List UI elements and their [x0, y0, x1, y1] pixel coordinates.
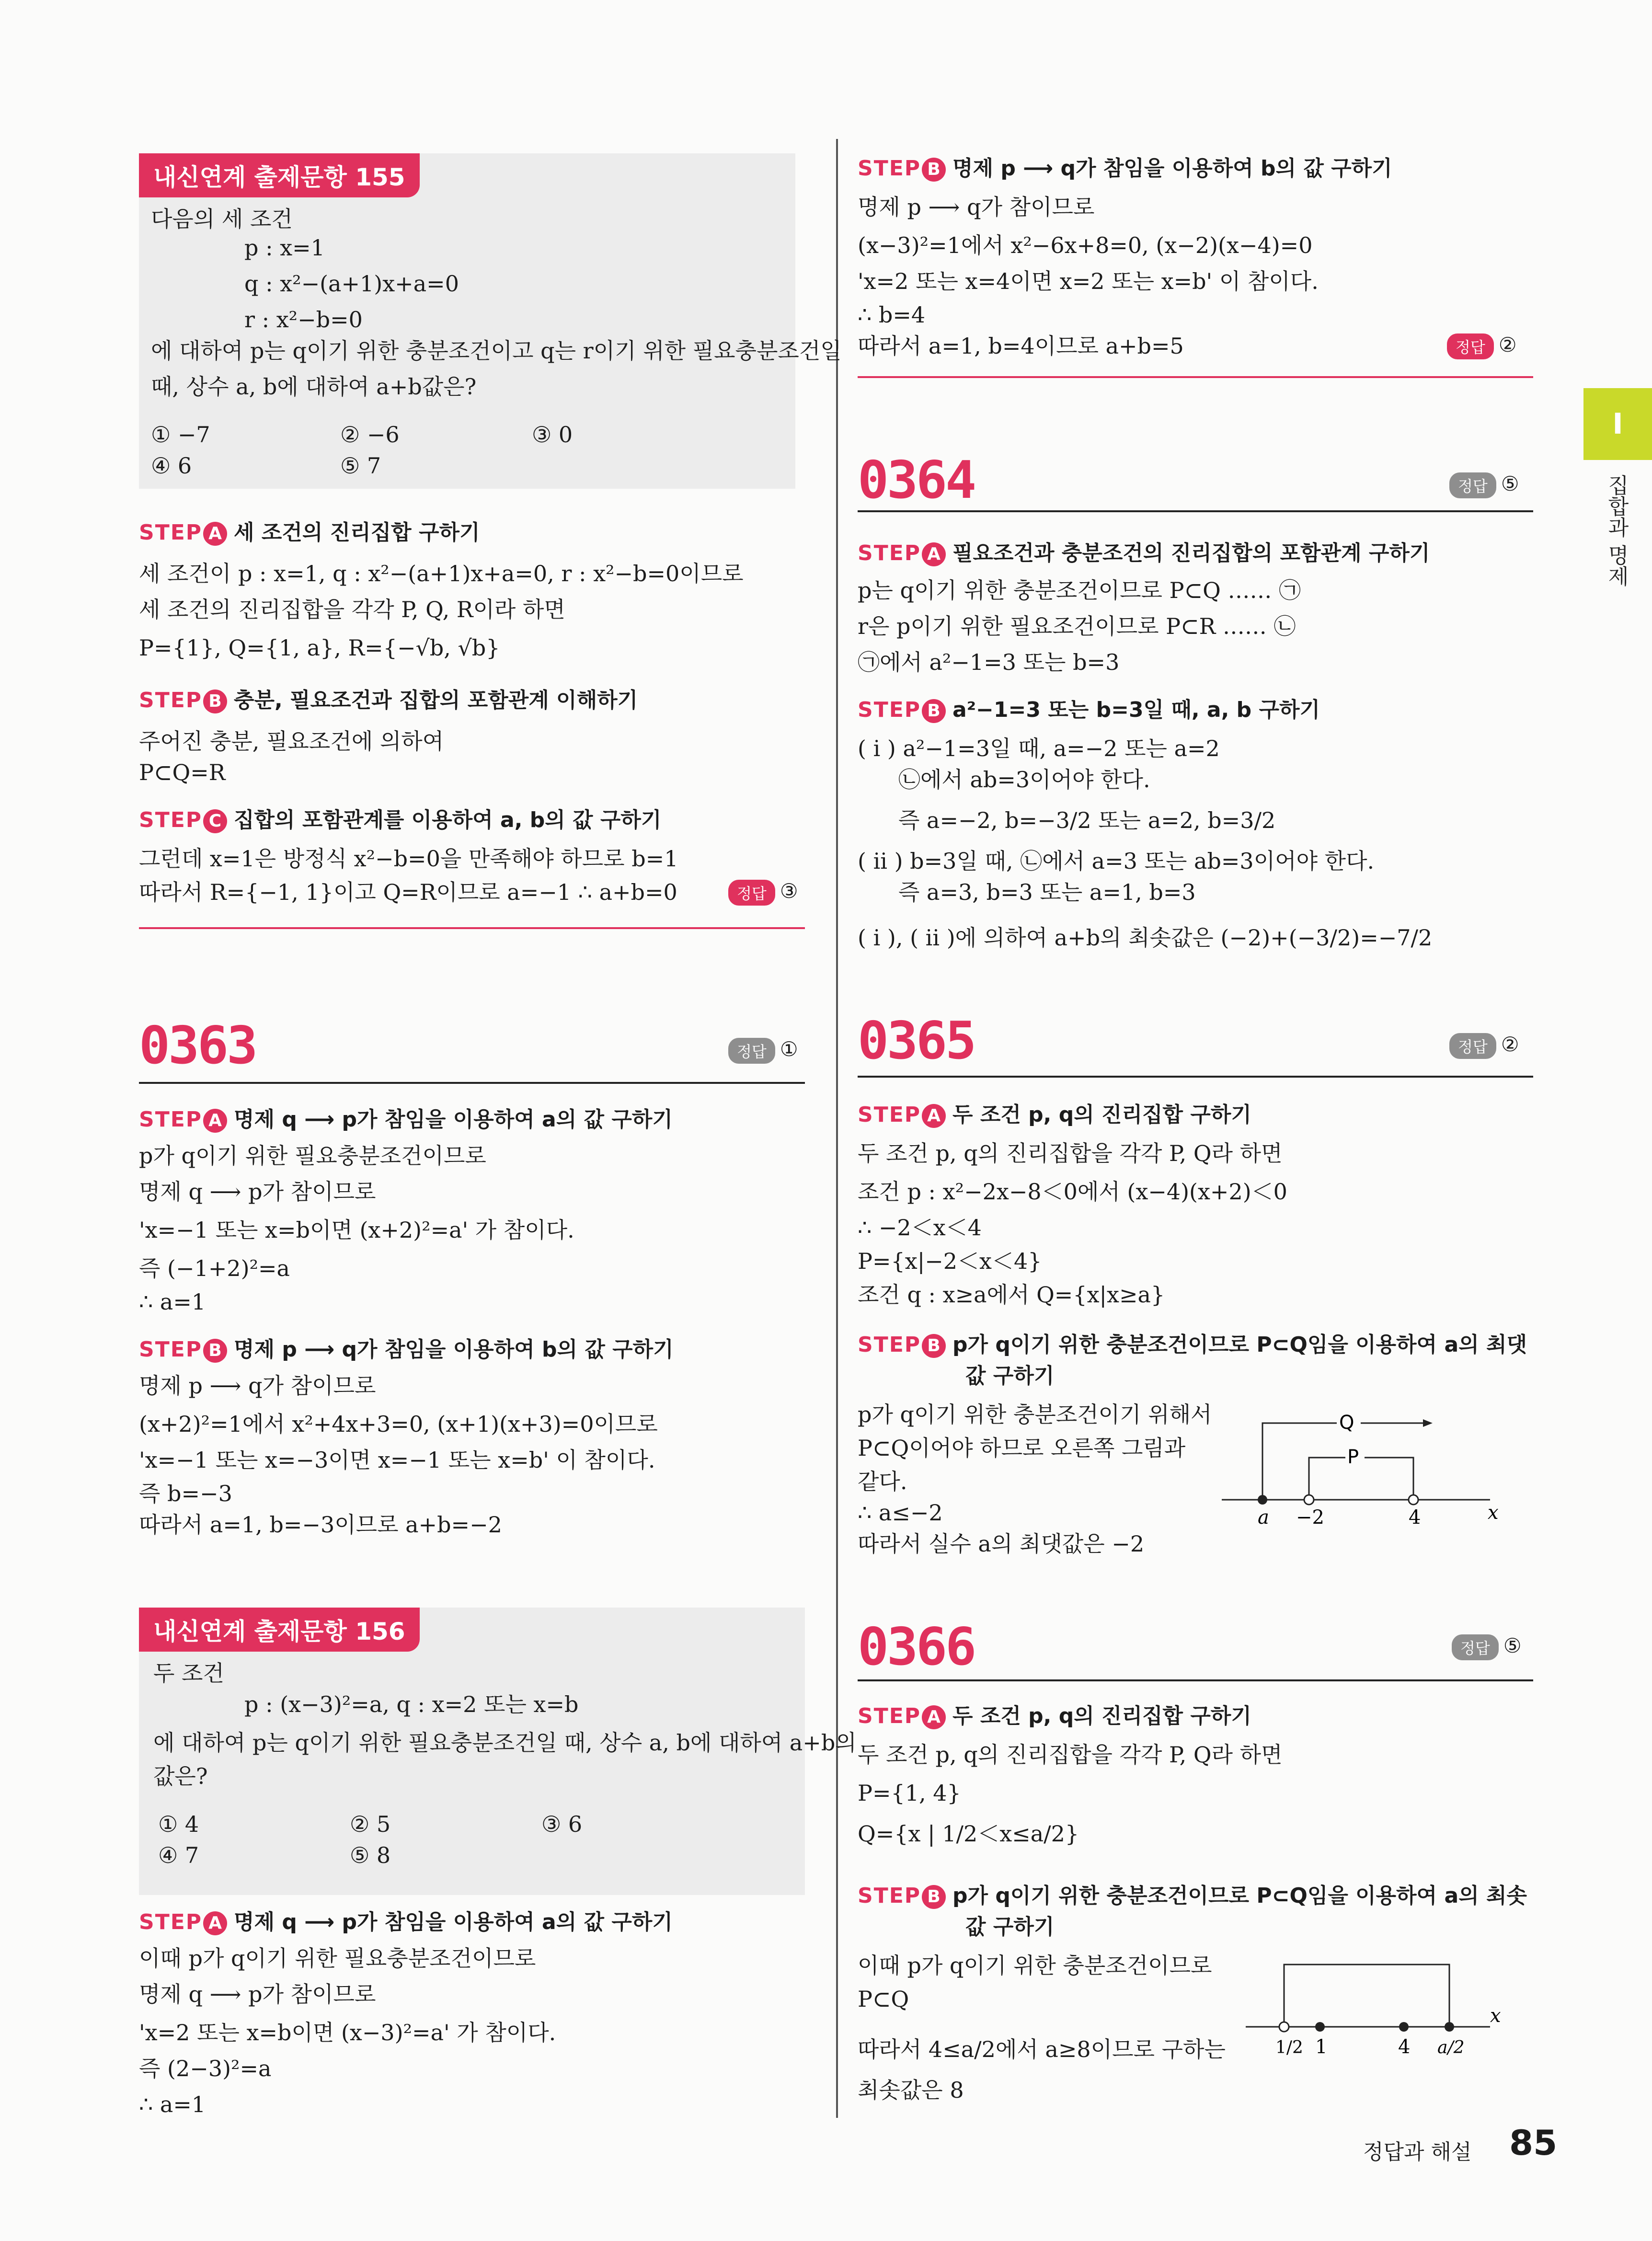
- solution-line: 따라서 R={−1, 1}이고 Q=R이므로 a=−1 ∴ a+b=0: [139, 879, 677, 905]
- choice: ④ 6: [151, 453, 192, 479]
- solution-line: P⊂Q=R: [139, 759, 226, 785]
- answer-155: 정답 ③: [728, 879, 798, 906]
- solution-line: 즉 b=−3: [139, 1481, 232, 1506]
- number-underline: [139, 1082, 805, 1084]
- choice: ② 5: [350, 1811, 391, 1837]
- step-b-heading: STEP B 명제 p ⟶ q가 참임을 이용하여 b의 값 구하기: [858, 156, 1392, 181]
- step-b-heading-cont: 값 구하기: [965, 1364, 1055, 1388]
- problem-number-0365: 0365: [858, 1011, 975, 1071]
- solution-line: ∴ a=1: [139, 2092, 206, 2117]
- label-1: 1: [1315, 2036, 1328, 2058]
- box155-line: p : x=1: [244, 235, 325, 261]
- solution-line: 'x=−1 또는 x=−3이면 x=−1 또는 x=b' 이 참이다.: [139, 1447, 655, 1473]
- box156-line: 값은?: [153, 1763, 208, 1789]
- box155-line: 에 대하여 p는 q이기 위한 충분조건이고 q는 r이기 위한 필요충분조건일: [151, 338, 842, 364]
- label-a-half: a/2: [1437, 2038, 1465, 2057]
- number-line-diagram-0366: [1241, 1955, 1528, 2070]
- number-line-diagram-0365: [1217, 1404, 1524, 1548]
- label-x: x: [1488, 1502, 1499, 1524]
- solution-line: 명제 q ⟶ p가 참이므로: [139, 1981, 376, 2007]
- choice: ① −7: [151, 422, 210, 448]
- point-1: [1315, 2022, 1325, 2032]
- problem-number-0366: 0366: [858, 1617, 975, 1677]
- label-minus2: −2: [1296, 1506, 1324, 1528]
- open-point-half: [1279, 2022, 1289, 2032]
- solution-line: 그런데 x=1은 방정식 x²−b=0을 만족해야 하므로 b=1: [139, 846, 678, 872]
- choice: ③ 6: [541, 1811, 583, 1837]
- solution-line: 이때 p가 q이기 위한 충분조건이므로: [858, 1953, 1212, 1978]
- solution-line: p가 q이기 위한 충분조건이기 위해서: [858, 1402, 1212, 1427]
- solution-line: r은 p이기 위한 필요조건이므로 P⊂R …… ㉡: [858, 613, 1296, 639]
- solution-line: ∴ a≤−2: [858, 1500, 943, 1526]
- problem-number-0364: 0364: [858, 450, 975, 510]
- page-number: 85: [1509, 2123, 1558, 2163]
- box155-line: q : x²−(a+1)x+a=0: [244, 271, 459, 297]
- step-c-heading: STEP C 집합의 포함관계를 이용하여 a, b의 값 구하기: [139, 808, 662, 832]
- solution-line: ∴ b=4: [858, 302, 926, 328]
- solution-line: 즉 (2−3)²=a: [139, 2056, 272, 2081]
- closed-point-a: [1258, 1495, 1267, 1505]
- answer-156: 정답 ②: [1447, 333, 1516, 359]
- solution-line: P={x|−2＜x＜4}: [858, 1248, 1042, 1274]
- solution-line: ∴ −2＜x＜4: [858, 1215, 982, 1241]
- label-p: P: [1347, 1446, 1359, 1468]
- solution-line: ∴ a=1: [139, 1289, 206, 1315]
- solution-line: 따라서 4≤a/2에서 a≥8이므로 구하는: [858, 2036, 1226, 2062]
- choice: ③ 0: [532, 422, 573, 448]
- open-point-4: [1409, 1495, 1418, 1505]
- answer-0365: 정답 ②: [1449, 1033, 1519, 1059]
- solution-line: 같다.: [858, 1469, 907, 1494]
- label-4: 4: [1398, 2036, 1411, 2058]
- badge-155: 내신연계 출제문항 155: [139, 153, 420, 197]
- number-underline: [858, 510, 1533, 512]
- solution-line: ㉡에서 ab=3이어야 한다.: [898, 767, 1150, 793]
- set-q-bracket: [1284, 1965, 1449, 2027]
- section-divider: [858, 376, 1533, 378]
- solution-line: P={1, 4}: [858, 1780, 961, 1806]
- solution-line: P⊂Q이어야 하므로 오른쪽 그림과: [858, 1435, 1186, 1461]
- choice: ① 4: [158, 1811, 199, 1837]
- open-point-minus2: [1304, 1495, 1314, 1505]
- solution-line: ( i ) a²−1=3일 때, a=−2 또는 a=2: [858, 736, 1220, 761]
- label-a: a: [1258, 1506, 1269, 1528]
- solution-line: P⊂Q: [858, 1986, 909, 2012]
- solution-line: 명제 p ⟶ q가 참이므로: [858, 194, 1095, 220]
- solution-line: 조건 q : x≥a에서 Q={x|x≥a}: [858, 1282, 1165, 1308]
- solution-line: 두 조건 p, q의 진리집합을 각각 P, Q라 하면: [858, 1140, 1283, 1166]
- answer-0363: 정답 ①: [728, 1037, 798, 1064]
- choice: ⑤ 7: [340, 453, 381, 479]
- choice: ⑤ 8: [350, 1842, 391, 1868]
- solution-line: 따라서 a=1, b=−3이므로 a+b=−2: [139, 1512, 502, 1538]
- solution-line: 최솟값은 8: [858, 2077, 964, 2103]
- solution-line: 두 조건 p, q의 진리집합을 각각 P, Q라 하면: [858, 1742, 1283, 1768]
- solution-line: 세 조건이 p : x=1, q : x²−(a+1)x+a=0, r : x²−b=0이므로: [139, 561, 744, 586]
- column-divider: [836, 139, 838, 2118]
- box156-line: p : (x−3)²=a, q : x=2 또는 x=b: [244, 1691, 579, 1717]
- box156-line: 두 조건: [153, 1660, 224, 1686]
- solution-line: (x+2)²=1에서 x²+4x+3=0, (x+1)(x+3)=0이므로: [139, 1411, 658, 1437]
- choice: ④ 7: [158, 1842, 199, 1868]
- step-b-heading-cont: 값 구하기: [965, 1915, 1055, 1939]
- step-a-heading: STEP A 두 조건 p, q의 진리집합 구하기: [858, 1103, 1251, 1127]
- step-a-heading: STEP A 필요조건과 충분조건의 진리집합의 포함관계 구하기: [858, 541, 1430, 565]
- step-a-heading: STEP A 두 조건 p, q의 진리집합 구하기: [858, 1704, 1251, 1728]
- solution-line: 따라서 a=1, b=4이므로 a+b=5: [858, 333, 1184, 359]
- badge-156: 내신연계 출제문항 156: [139, 1608, 420, 1652]
- step-a-heading: STEP A 명제 q ⟶ p가 참임을 이용하여 a의 값 구하기: [139, 1910, 673, 1934]
- section-divider: [139, 927, 805, 929]
- solution-line: 즉 a=−2, b=−3/2 또는 a=2, b=3/2: [898, 807, 1276, 833]
- answer-0366: 정답 ⑤: [1452, 1634, 1521, 1660]
- solution-line: ( i ), ( ii )에 의하여 a+b의 최솟값은 (−2)+(−3/2)=−7/2: [858, 925, 1433, 951]
- label-4: 4: [1409, 1506, 1421, 1528]
- solution-line: 세 조건의 진리집합을 각각 P, Q, R이라 하면: [139, 597, 565, 622]
- solution-line: (x−3)²=1에서 x²−6x+8=0, (x−2)(x−4)=0: [858, 232, 1313, 258]
- arrow-head-icon: [1423, 1419, 1433, 1427]
- solution-line: 따라서 실수 a의 최댓값은 −2: [858, 1531, 1145, 1557]
- point-4: [1399, 2022, 1409, 2032]
- problem-number-0363: 0363: [139, 1016, 256, 1076]
- solution-line: p가 q이기 위한 필요충분조건이므로: [139, 1143, 486, 1169]
- solution-line: 주어진 충분, 필요조건에 의하여: [139, 728, 444, 754]
- step-b-heading: STEP B 충분, 필요조건과 집합의 포함관계 이해하기: [139, 688, 638, 713]
- solution-line: 즉 (−1+2)²=a: [139, 1255, 290, 1281]
- chapter-tab: I: [1583, 388, 1652, 460]
- closed-point-a-half: [1445, 2022, 1454, 2032]
- label-q: Q: [1339, 1412, 1354, 1434]
- step-b-heading: STEP B a²−1=3 또는 b=3일 때, a, b 구하기: [858, 698, 1320, 722]
- solution-line: 명제 q ⟶ p가 참이므로: [139, 1179, 376, 1205]
- step-a-heading: STEP A 세 조건의 진리집합 구하기: [139, 520, 480, 545]
- solution-line: ( ii ) b=3일 때, ㉡에서 a=3 또는 ab=3이어야 한다.: [858, 848, 1375, 874]
- solution-line: 'x=2 또는 x=4이면 x=2 또는 x=b' 이 참이다.: [858, 268, 1319, 294]
- solution-line: ㉠에서 a²−1=3 또는 b=3: [858, 649, 1120, 675]
- step-b-heading: STEP B p가 q이기 위한 충분조건이므로 P⊂Q임을 이용하여 a의 최댓: [858, 1333, 1527, 1357]
- solution-line: 이때 p가 q이기 위한 필요충분조건이므로: [139, 1945, 536, 1971]
- box156-line: 에 대하여 p는 q이기 위한 필요충분조건일 때, 상수 a, b에 대하여 a+b의: [153, 1730, 857, 1756]
- choice: ② −6: [340, 422, 400, 448]
- solution-line: 'x=−1 또는 x=b이면 (x+2)²=a' 가 참이다.: [139, 1217, 574, 1243]
- box155-line: 때, 상수 a, b에 대하여 a+b값은?: [151, 374, 477, 400]
- label-x: x: [1490, 2005, 1501, 2027]
- box155-line: 다음의 세 조건: [151, 206, 293, 232]
- solution-line: Q={x | 1/2＜x≤a/2}: [858, 1821, 1079, 1847]
- solution-line: 'x=2 또는 x=b이면 (x−3)²=a' 가 참이다.: [139, 2020, 556, 2046]
- box155-line: r : x²−b=0: [244, 307, 363, 333]
- solution-line: p는 q이기 위한 충분조건이므로 P⊂Q …… ㉠: [858, 577, 1301, 603]
- solution-line: 조건 p : x²−2x−8＜0에서 (x−4)(x+2)＜0: [858, 1179, 1287, 1205]
- chapter-title: 집합과 명제: [1604, 474, 1629, 586]
- solution-line: P={1}, Q={1, a}, R={−√b, √b}: [139, 635, 500, 661]
- solution-line: 명제 p ⟶ q가 참이므로: [139, 1373, 376, 1399]
- answer-0364: 정답 ⑤: [1449, 472, 1519, 498]
- step-b-heading: STEP B p가 q이기 위한 충분조건이므로 P⊂Q임을 이용하여 a의 최솟: [858, 1884, 1527, 1908]
- footer-label: 정답과 해설: [1363, 2140, 1472, 2164]
- set-q-bracket: [1262, 1423, 1428, 1500]
- number-underline: [858, 1076, 1533, 1078]
- step-b-heading: STEP B 명제 p ⟶ q가 참임을 이용하여 b의 값 구하기: [139, 1337, 674, 1362]
- label-half: 1/2: [1275, 2038, 1303, 2057]
- solution-line: 즉 a=3, b=3 또는 a=1, b=3: [898, 879, 1196, 905]
- number-underline: [858, 1679, 1533, 1681]
- step-a-heading: STEP A 명제 q ⟶ p가 참임을 이용하여 a의 값 구하기: [139, 1107, 673, 1132]
